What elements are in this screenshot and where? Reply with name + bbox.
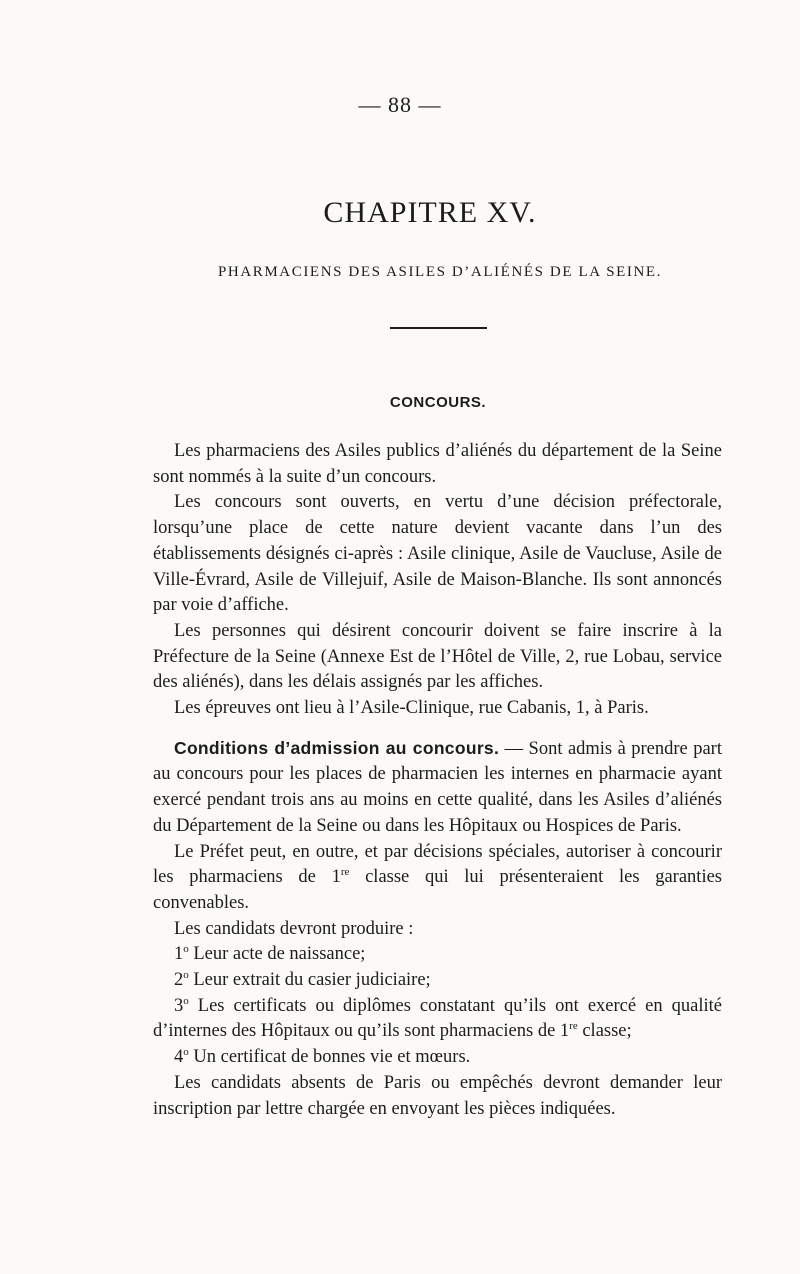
list-item-1 <box>153 942 722 968</box>
paragraph-1: Les pharmaciens des Asiles publics d’aliénés du département de la Seine sont nommés à la suite d’un concours. <box>153 441 722 487</box>
chapter-title: CHAPITRE XV. <box>323 196 537 229</box>
list-text-end: classe; <box>577 1021 632 1042</box>
list-item-4 <box>153 1045 722 1071</box>
section-title: CONCOURS. <box>389 394 487 411</box>
list-number: 1 <box>174 944 184 965</box>
paragraph-4: Les épreuves ont lieu à l’Asile-Clinique, rue Cabanis, 1, à Paris. <box>174 698 649 719</box>
body-text <box>153 439 722 1122</box>
superscript: o <box>183 968 189 981</box>
paragraph-3: Les personnes qui désirent concourir doivent se faire inscrire à la Préfecture de la Seine (Annexe Est de l’Hôtel de Ville, 2, rue Lobau, service des aliénés), dans les délais assignés par les affiches. <box>153 620 722 693</box>
superscript: o <box>183 943 189 956</box>
list-item-2 <box>153 968 722 994</box>
list-text: Un certificat de bonnes vie et mœurs. <box>188 1047 471 1068</box>
list-number: 2 <box>174 970 184 991</box>
paragraph-conditions <box>153 736 722 840</box>
prefet-text-end: classe qui lui présenteraient les garanties convenables. <box>153 867 722 913</box>
section-divider <box>390 327 487 329</box>
list-text: Leur acte de naissance; <box>188 944 366 965</box>
prefet-text-start: Le Préfet peut, en outre, et par décisions spéciales, autoriser à concourir les pharmaciens de 1 <box>153 841 722 888</box>
list-number: 4 <box>174 1047 184 1068</box>
paragraph-prefet <box>153 840 722 917</box>
superscript: o <box>183 1046 189 1059</box>
superscript: o <box>183 994 189 1007</box>
conditions-heading: Conditions d’admission au concours. <box>174 737 500 758</box>
paragraph-candidats: Les candidats devront produire : <box>174 918 414 939</box>
paragraph-absents: Les candidats absents de Paris ou empêchés devront demander leur inscription par lettre chargée en envoyant les pièces indiquées. <box>153 1072 722 1119</box>
list-text: Les certificats ou diplômes constatant qu’ils ont exercé en qualité d’internes des Hôpitaux ou qu’ils sont pharmaciens de 1 <box>153 995 722 1042</box>
conditions-text: — Sont admis à prendre part au concours pour les places de pharmacien les internes en pharmacie ayant exercé pendant trois ans au moins en cette qualité, dans les Asiles d’aliénés du Département de la Seine ou dans les Hôpitaux ou Hospices de Paris. <box>153 738 722 836</box>
chapter-subtitle: PHARMACIENS DES ASILES D’ALIÉNÉS DE LA SEINE. <box>217 264 663 280</box>
superscript: re <box>569 1020 578 1033</box>
list-text: Leur extrait du casier judiciaire; <box>188 970 431 991</box>
list-item-3 <box>153 994 722 1045</box>
superscript: re <box>340 866 350 879</box>
list-number: 3 <box>174 995 184 1016</box>
paragraph-2: Les concours sont ouverts, en vertu d’une décision préfectorale, lorsqu’une place de cette nature devient vacante dans l’un des établissements désignés ci-après : Asile clinique, Asile de Vaucluse, Asile de Ville-Évrard, Asile de Villejuif, Asile de Maison-Blanche. Ils sont annoncés par voie d’affiche. <box>153 492 722 616</box>
page-number: — 88 — <box>358 92 442 117</box>
